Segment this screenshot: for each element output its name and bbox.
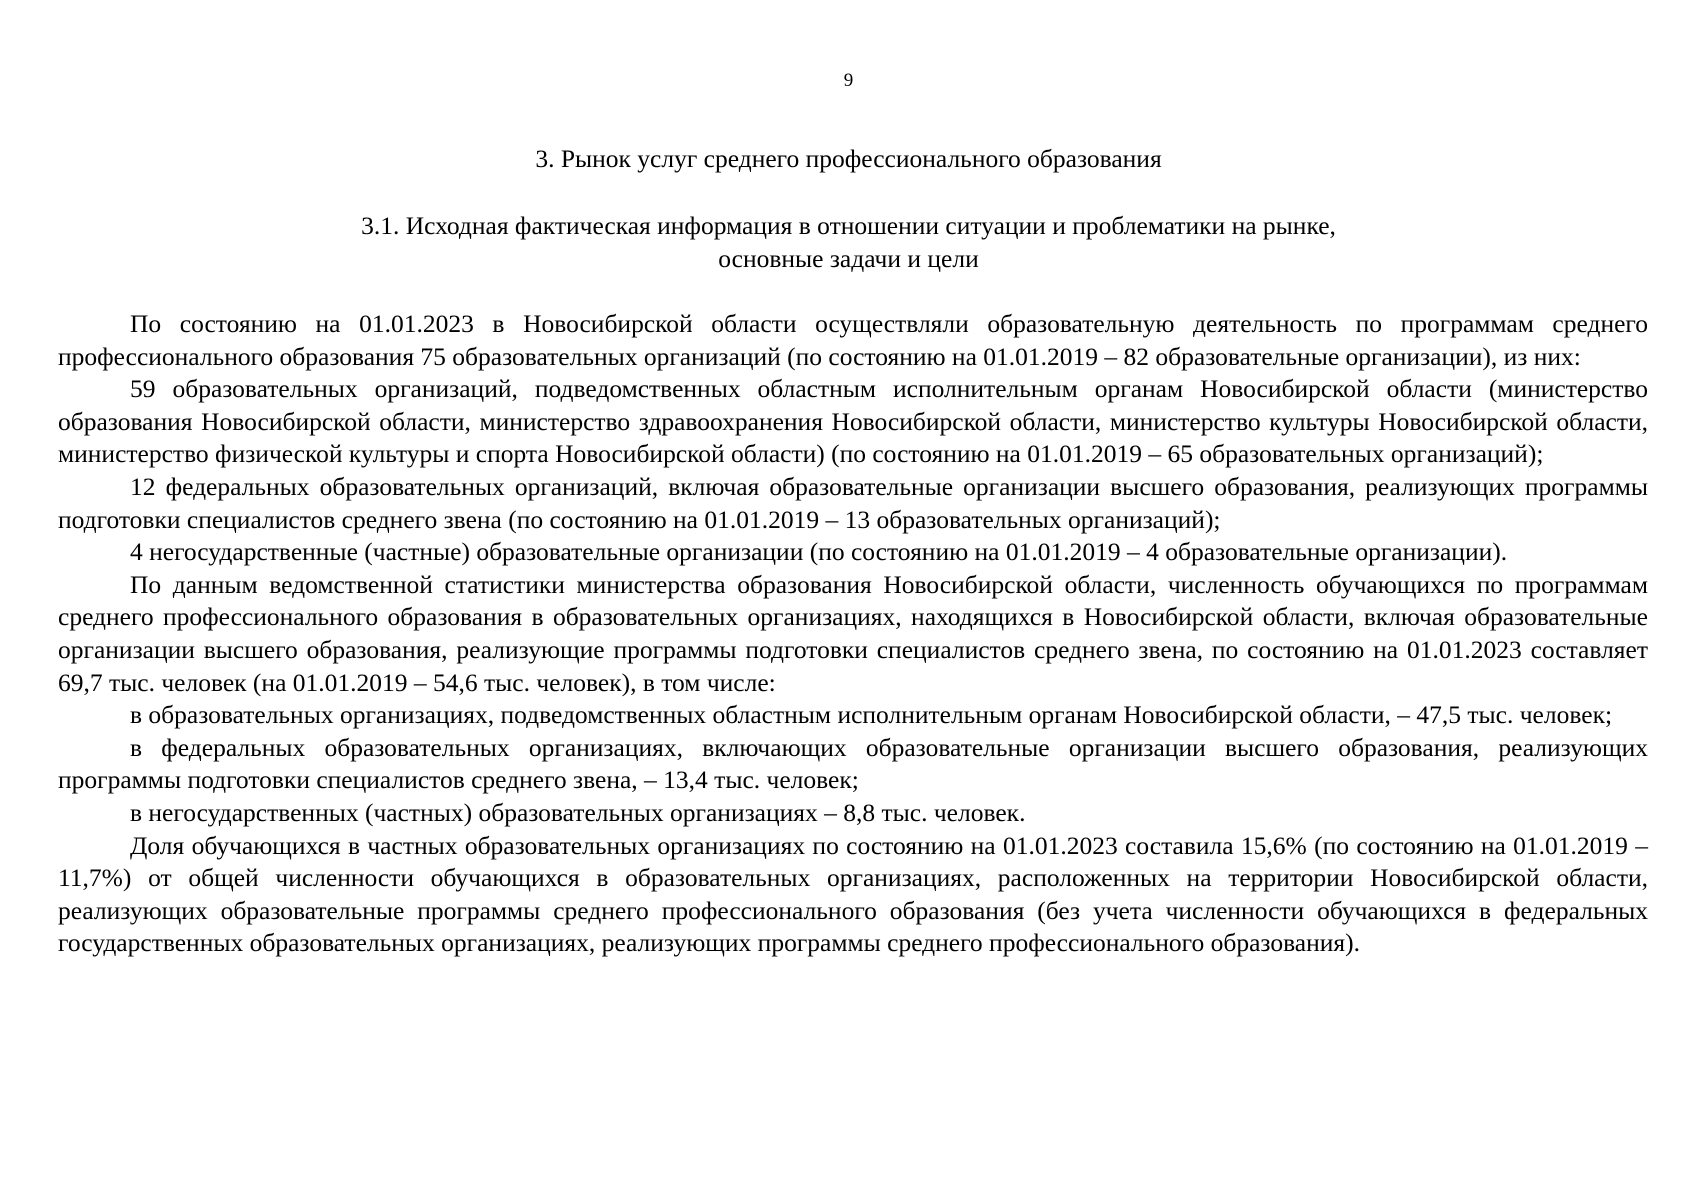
paragraph-regional-organizations: 59 образовательных организаций, подведомственных областным исполнительным органам Новосибирской области (министерство образования Новосибирской области, министерство здравоохранения Новосибирской области, министерство культуры Новосибирской области, министерство физической культуры и спорта Новосибирской области) (по состоянию на 01.01.2019 – 65 образовательных организаций); [58,374,1648,469]
page-number: 9 [843,70,854,91]
paragraph-students-regional: в образовательных организациях, подведомственных областным исполнительным органам Новосибирской области, – 47,5 тыс. человек; [130,700,1613,730]
paragraph-students-federal: в федеральных образовательных организациях, включающих образовательные организации высшего образования, реализующих программы подготовки специалистов среднего звена, – 13,4 тыс. человек; [58,732,1648,795]
subsection-title-line-1: 3.1. Исходная фактическая информация в отношении ситуации и проблематики на рынке, [361,211,1336,240]
body-text [58,308,1648,960]
paragraph-students-private: в негосударственных (частных) образовательных организациях – 8,8 тыс. человек. [130,797,1026,827]
paragraph-private-organizations: 4 негосударственные (частные) образовательные организации (по состоянию на 01.01.2019 – 4 образовательные организации). [130,537,1508,567]
paragraph-students-total: По данным ведомственной статистики министерства образования Новосибирской области, численность обучающихся по программам среднего профессионального образования в образовательных организациях, находящихся в Новосибирской области, включая образовательные организации высшего образования, реализующие программы подготовки специалистов среднего звена, по состоянию на 01.01.2023 составляет 69,7 тыс. человек (на 01.01.2019 – 54,6 тыс. человек), в том числе: [58,569,1648,697]
paragraph-private-share: Доля обучающихся в частных образовательных организациях по состоянию на 01.01.2023 составила 15,6% (по состоянию на 01.01.2019 – 11,7%) от общей численности обучающихся в образовательных организациях, расположенных на территории Новосибирской области, реализующих образовательные программы среднего профессионального образования (без учета численности обучающихся в федеральных государственных образовательных организациях, реализующих программы среднего профессионального образования). [58,830,1648,958]
section-title: 3. Рынок услуг среднего профессионального образования [535,144,1162,173]
paragraph-federal-organizations: 12 федеральных образовательных организаций, включая образовательные организации высшего образования, реализующих программы подготовки специалистов среднего звена (по состоянию на 01.01.2019 – 13 образовательных организаций); [58,471,1648,534]
subsection-title-line-2: основные задачи и цели [718,244,979,273]
subsection-title [0,209,1697,275]
paragraph-organizations-total: По состоянию на 01.01.2023 в Новосибирской области осуществляли образовательную деятельность по программам среднего профессионального образования 75 образовательных организаций (по состоянию на 01.01.2019 – 82 образовательные организации), из них: [58,309,1648,371]
